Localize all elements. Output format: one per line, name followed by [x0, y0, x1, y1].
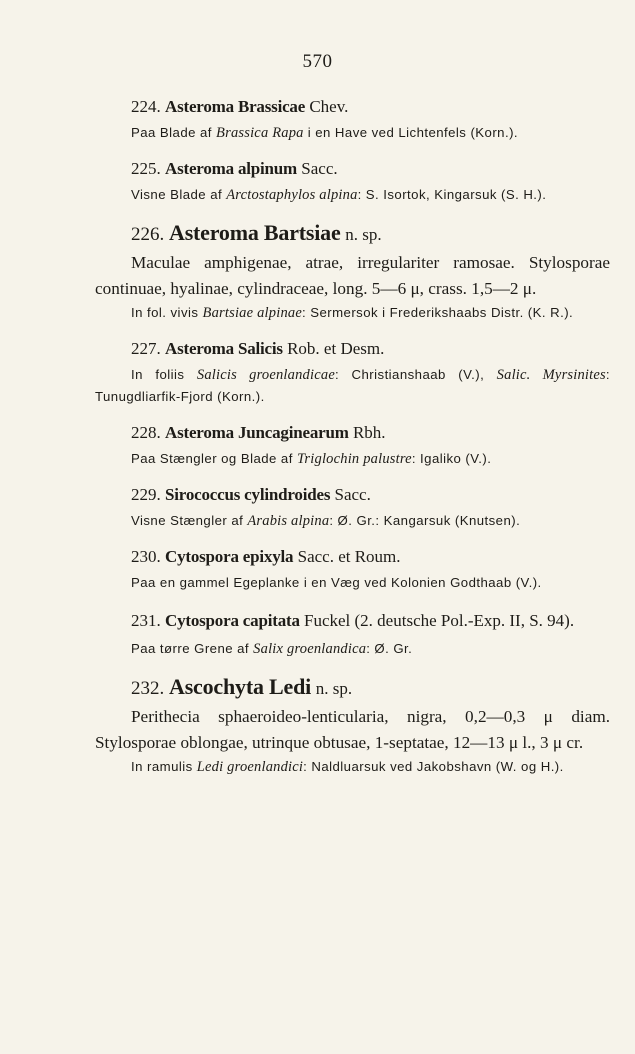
entry-number: 227. — [131, 339, 161, 358]
species-name: Sirococcus cylindroides — [165, 485, 331, 504]
entry-number: 225. — [131, 159, 161, 178]
species-author: Sacc. — [301, 159, 338, 178]
host-name: Salic. Myrsinites — [496, 367, 606, 383]
text-segment: i en Have ved Lichtenfels (Korn.). — [303, 125, 519, 140]
species-entry — [95, 338, 610, 408]
species-author: Chev. — [309, 97, 349, 116]
species-author: n. sp. — [345, 225, 382, 244]
locality-text — [95, 302, 610, 324]
species-heading — [95, 422, 610, 444]
species-heading — [95, 220, 610, 248]
host-name: Salix groenlandica — [253, 641, 367, 657]
entry-number: 228. — [131, 423, 161, 442]
text-segment: : Ø. Gr. — [366, 641, 413, 656]
species-entry — [95, 220, 610, 324]
locality-text — [95, 184, 610, 206]
host-name: Bartsiae alpinae — [202, 305, 302, 321]
species-heading — [95, 96, 610, 118]
locality-text — [95, 122, 610, 144]
text-segment: Paa tørre Grene af — [131, 641, 254, 656]
host-name: Triglochin palustre — [296, 451, 412, 467]
text-segment: : Naldluarsuk ved Jakobshavn (W. og H.). — [303, 759, 564, 774]
text-segment: : Igaliko (V.). — [411, 451, 492, 466]
text-segment: In foliis — [131, 367, 197, 382]
text-segment: : Tunugdliarfik-Fjord (Korn.). — [95, 367, 610, 404]
species-heading — [95, 338, 610, 360]
locality-text — [95, 756, 610, 778]
text-segment: : Ø. Gr.: Kangarsuk (Knutsen). — [329, 513, 521, 528]
page-number: 570 — [302, 51, 333, 72]
species-heading — [95, 158, 610, 180]
species-name: Cytospora epixyla — [165, 547, 294, 566]
locality-text — [95, 510, 610, 532]
species-name: Asteroma Brassicae — [165, 97, 306, 116]
text-segment: : Sermersok i Frederikshaabs Distr. (K. R.). — [302, 305, 574, 320]
species-entry — [95, 546, 610, 594]
species-entry — [95, 422, 610, 470]
text-segment: : S. Isortok, Kingarsuk (S. H.). — [357, 187, 547, 202]
entry-number: 224. — [131, 97, 161, 116]
species-entry — [95, 674, 610, 778]
species-author: Sacc. — [334, 485, 371, 504]
host-name: Salicis groenlandicae — [196, 367, 335, 383]
species-author: n. sp. — [315, 679, 353, 698]
text-segment: Paa Blade af — [131, 125, 217, 140]
species-author: Rob. et Desm. — [287, 339, 385, 358]
locality-text — [95, 638, 610, 660]
species-heading — [95, 546, 610, 568]
entry-number: 230. — [131, 547, 161, 566]
locality-text — [95, 364, 610, 408]
species-heading — [95, 608, 610, 634]
species-entry — [95, 158, 610, 206]
entry-number: 229. — [131, 485, 161, 504]
host-name: Ledi groenlandici — [196, 759, 304, 775]
species-name: Asteroma Juncaginearum — [165, 423, 349, 442]
host-name: Brassica Rapa — [216, 125, 304, 141]
text-segment: Paa en gammel Egeplanke i en Væg ved Kolonien Godthaab (V.). — [131, 575, 542, 590]
host-name: Arctostaphylos alpina — [226, 187, 358, 203]
species-name: Asteroma alpinum — [165, 159, 298, 178]
text-segment: : Christianshaab (V.), — [334, 367, 497, 382]
entry-number: 231. — [131, 611, 161, 630]
species-heading — [95, 484, 610, 506]
species-entry — [95, 484, 610, 532]
entry-number: 232. — [131, 678, 165, 699]
text-segment: In ramulis — [131, 759, 197, 774]
species-name: Ascochyta Ledi — [169, 674, 312, 699]
species-name: Asteroma Salicis — [165, 339, 283, 358]
species-entry — [95, 96, 610, 144]
locality-text — [95, 448, 610, 470]
latin-diagnosis: Perithecia sphaeroideo-lenticularia, nigra, 0,2—0,3 μ diam. Stylosporae oblongae, utrinque obtusae, 1-septatae, 12—13 μ l., 3 μ cr. — [95, 707, 610, 752]
species-author: Rbh. — [352, 423, 386, 442]
text-segment: Visne Stængler af — [131, 513, 248, 528]
species-author: Sacc. et Roum. — [297, 547, 401, 566]
species-name: Asteroma Bartsiae — [169, 220, 341, 245]
species-entry — [95, 608, 610, 660]
text-segment: Paa Stængler og Blade af — [131, 451, 297, 466]
text-segment: Visne Blade af — [131, 187, 227, 202]
latin-diagnosis: Maculae amphigenae, atrae, irregulariter ramosae. Stylosporae continuae, hyalinae, cylindraceae, long. 5—6 μ, crass. 1,5—2 μ. — [95, 253, 610, 298]
species-author: Fuckel (2. deutsche Pol.-Exp. II, S. 94). — [304, 611, 575, 630]
page-body — [95, 96, 610, 792]
host-name: Arabis alpina — [247, 513, 330, 529]
species-name: Cytospora capitata — [165, 611, 300, 630]
entry-number: 226. — [131, 224, 165, 245]
text-segment: In fol. vivis — [131, 305, 203, 320]
locality-text — [95, 572, 610, 594]
species-heading — [95, 674, 610, 702]
